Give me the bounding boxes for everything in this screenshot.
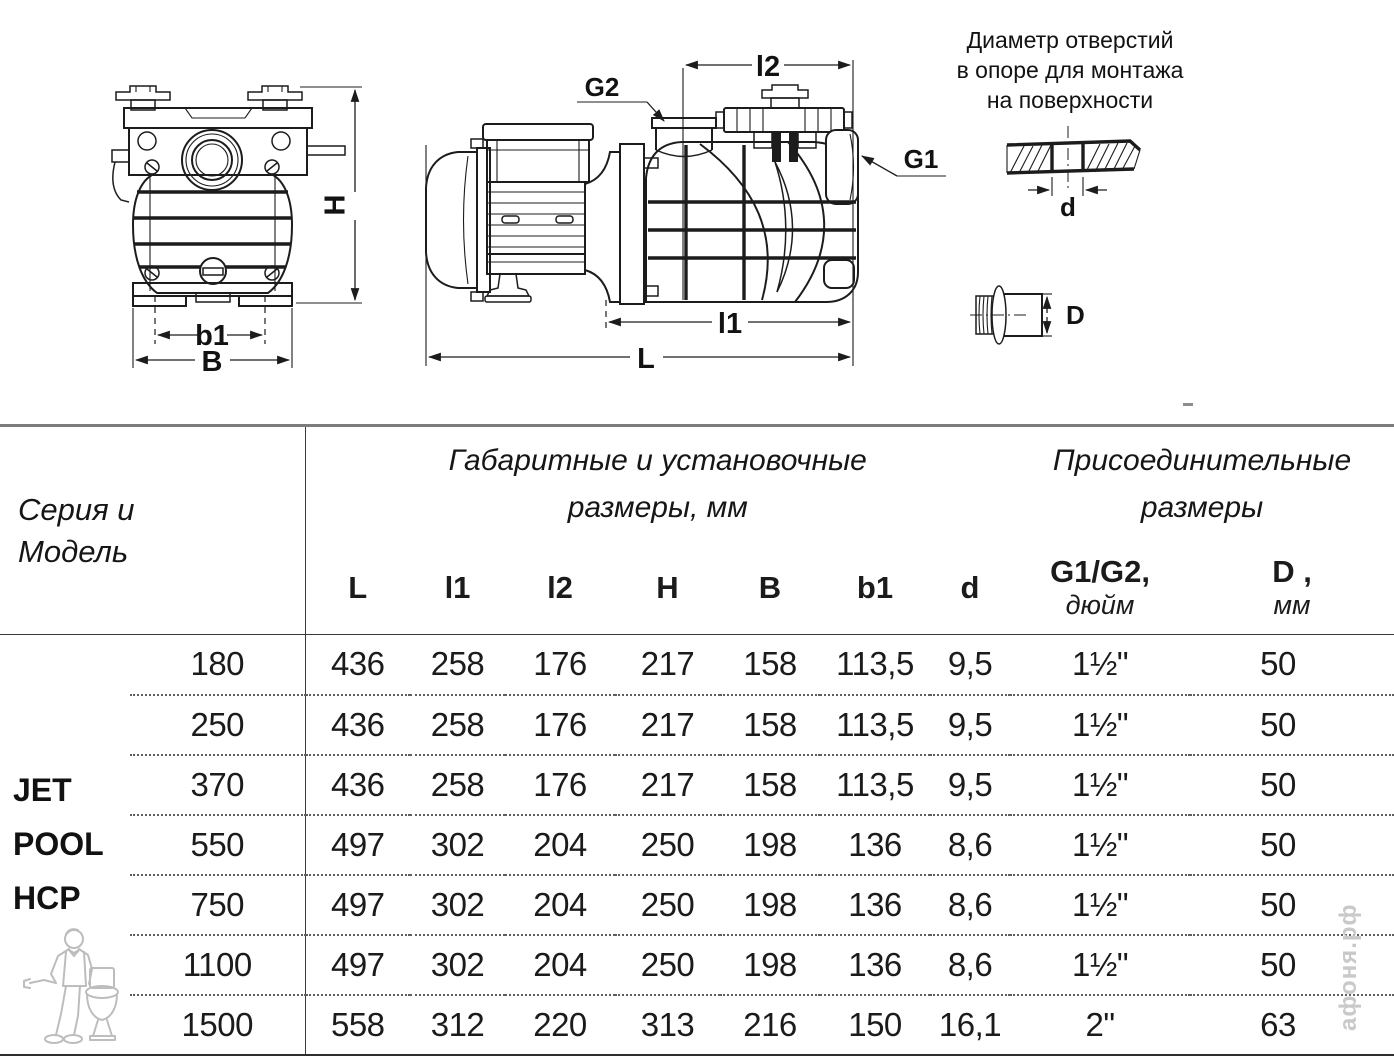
value-B: 158 bbox=[743, 645, 797, 683]
value-D: 50 bbox=[1190, 815, 1394, 875]
value-H: 217 bbox=[615, 755, 720, 815]
value-l1: 312 bbox=[410, 995, 505, 1055]
value-D: 50 bbox=[1190, 935, 1394, 995]
col-header-D bbox=[1190, 542, 1394, 635]
dim-label-H: H bbox=[319, 194, 352, 216]
col-header-d: d bbox=[930, 542, 1010, 635]
d-col-unit: мм bbox=[1273, 589, 1311, 620]
value-l2: 204 bbox=[505, 815, 615, 875]
value-D: 50 bbox=[1190, 695, 1394, 755]
value-D: 50 bbox=[1260, 645, 1296, 683]
dim-label-l2: l2 bbox=[755, 51, 781, 83]
table-row bbox=[0, 695, 1394, 755]
value-G: 1½" bbox=[1010, 695, 1190, 755]
mounting-hole-detail bbox=[957, 27, 1184, 222]
table-row bbox=[0, 755, 1394, 815]
model-cell: 1500 bbox=[130, 995, 305, 1055]
value-d: 9,5 bbox=[930, 755, 1010, 815]
value-B: 158 bbox=[720, 755, 820, 815]
value-H: 217 bbox=[640, 645, 695, 683]
value-L: 436 bbox=[330, 645, 385, 683]
value-l1: 258 bbox=[410, 695, 505, 755]
dim-label-D: D bbox=[1066, 300, 1085, 330]
g-col-unit: дюйм bbox=[1065, 589, 1135, 620]
dim-label-L: L bbox=[637, 343, 655, 375]
value-B: 198 bbox=[720, 935, 820, 995]
fitting-detail bbox=[970, 286, 1085, 344]
group-dims-line2: размеры, мм bbox=[567, 491, 748, 525]
value-L: 436 bbox=[305, 755, 410, 815]
dim-label-l1: l1 bbox=[717, 308, 743, 340]
value-b1: 136 bbox=[820, 815, 930, 875]
model-cell: 750 bbox=[130, 875, 305, 935]
value-G: 1½" bbox=[1010, 815, 1190, 875]
model-cell: 1100 bbox=[130, 935, 305, 995]
value-G: 2" bbox=[1010, 995, 1190, 1055]
value-B: 216 bbox=[720, 995, 820, 1055]
col-header-b1: b1 bbox=[820, 542, 930, 635]
value-G: 1½" bbox=[1071, 645, 1129, 683]
model-cell: 370 bbox=[130, 755, 305, 815]
value-d: 8,6 bbox=[930, 875, 1010, 935]
table-row bbox=[0, 875, 1394, 935]
value-H: 250 bbox=[615, 935, 720, 995]
value-d: 9,5 bbox=[947, 645, 993, 683]
table-row bbox=[0, 635, 1394, 695]
value-L: 436 bbox=[305, 695, 410, 755]
col-header-G1G2 bbox=[1010, 542, 1190, 635]
d-col-line1: D , bbox=[1272, 553, 1312, 589]
technical-drawings bbox=[0, 0, 1394, 424]
series-header-line1: Серия и bbox=[18, 491, 135, 527]
value-G: 1½" bbox=[1010, 935, 1190, 995]
g-col-line1: G1/G2, bbox=[1050, 553, 1150, 589]
dim-label-d: d bbox=[1060, 192, 1076, 222]
value-l2: 204 bbox=[505, 875, 615, 935]
value-L: 558 bbox=[305, 995, 410, 1055]
plumber-logo-watermark bbox=[14, 922, 134, 1057]
dim-label-B: B bbox=[201, 346, 223, 378]
series-line1: JET bbox=[13, 772, 72, 809]
value-b1: 113,5 bbox=[820, 695, 930, 755]
group-header-dimensions bbox=[305, 426, 1010, 542]
value-d: 9,5 bbox=[930, 695, 1010, 755]
value-b1: 136 bbox=[820, 935, 930, 995]
value-H: 313 bbox=[615, 995, 720, 1055]
value-l2: 204 bbox=[505, 935, 615, 995]
table-row bbox=[0, 815, 1394, 875]
detail-caption-line3: на поверхности bbox=[986, 87, 1154, 113]
side-view-drawing bbox=[426, 51, 946, 375]
value-L: 497 bbox=[305, 935, 410, 995]
value-l1: 302 bbox=[410, 875, 505, 935]
value-B: 198 bbox=[720, 815, 820, 875]
value-b1: 113,5 bbox=[820, 755, 930, 815]
site-watermark: афоня.рф bbox=[1335, 903, 1362, 1031]
value-l1: 302 bbox=[410, 815, 505, 875]
dim-label-G2: G2 bbox=[584, 72, 620, 102]
table-row bbox=[0, 935, 1394, 995]
value-L: 497 bbox=[305, 875, 410, 935]
col-header-B: B bbox=[720, 542, 820, 635]
value-H: 217 bbox=[615, 695, 720, 755]
value-d: 8,6 bbox=[930, 815, 1010, 875]
value-l1: 258 bbox=[410, 755, 505, 815]
value-d: 16,1 bbox=[930, 995, 1010, 1055]
value-l1: 258 bbox=[430, 645, 485, 683]
col-header-l1: l1 bbox=[410, 542, 505, 635]
value-l2: 176 bbox=[505, 695, 615, 755]
value-G: 1½" bbox=[1010, 755, 1190, 815]
value-H: 250 bbox=[615, 815, 720, 875]
value-b1: 136 bbox=[820, 875, 930, 935]
model-cell: 250 bbox=[130, 695, 305, 755]
group-conn-line1: Присоединительные bbox=[1052, 444, 1352, 478]
value-b1: 150 bbox=[820, 995, 930, 1055]
model-cell: 550 bbox=[130, 815, 305, 875]
detail-caption-line2: в опоре для монтажа bbox=[956, 57, 1184, 83]
value-d: 8,6 bbox=[930, 935, 1010, 995]
value-D: 63 bbox=[1190, 995, 1394, 1055]
dim-label-b1: b1 bbox=[195, 320, 229, 352]
model-cell: 180 bbox=[130, 635, 305, 695]
series-line3: HCP bbox=[13, 880, 81, 917]
series-model-header bbox=[0, 426, 305, 635]
group-conn-line2: размеры bbox=[1140, 491, 1264, 525]
value-b1: 113,5 bbox=[836, 645, 914, 683]
value-L: 497 bbox=[305, 815, 410, 875]
value-D: 50 bbox=[1190, 875, 1394, 935]
value-l2: 176 bbox=[533, 645, 587, 683]
dimensions-table bbox=[0, 424, 1394, 1056]
value-l1: 302 bbox=[410, 935, 505, 995]
value-B: 158 bbox=[720, 695, 820, 755]
col-header-H: H bbox=[615, 542, 720, 635]
value-D: 50 bbox=[1190, 755, 1394, 815]
dim-label-G1: G1 bbox=[903, 144, 939, 174]
value-l2: 176 bbox=[505, 755, 615, 815]
col-header-L: L bbox=[305, 542, 410, 635]
group-dims-line1: Габаритные и установочные bbox=[448, 444, 867, 478]
col-header-l2: l2 bbox=[505, 542, 615, 635]
value-H: 250 bbox=[615, 875, 720, 935]
table-group-header-row bbox=[0, 426, 1394, 542]
front-view-drawing bbox=[112, 86, 362, 378]
series-header-line2: Модель bbox=[18, 533, 129, 569]
value-B: 198 bbox=[720, 875, 820, 935]
value-G: 1½" bbox=[1010, 875, 1190, 935]
detail-caption-line1: Диаметр отверстий bbox=[966, 27, 1174, 53]
table-row bbox=[0, 995, 1394, 1055]
series-line2: POOL bbox=[13, 826, 104, 863]
stray-dash-mark bbox=[1183, 403, 1193, 406]
group-header-connections bbox=[1010, 426, 1394, 542]
value-l2: 220 bbox=[505, 995, 615, 1055]
